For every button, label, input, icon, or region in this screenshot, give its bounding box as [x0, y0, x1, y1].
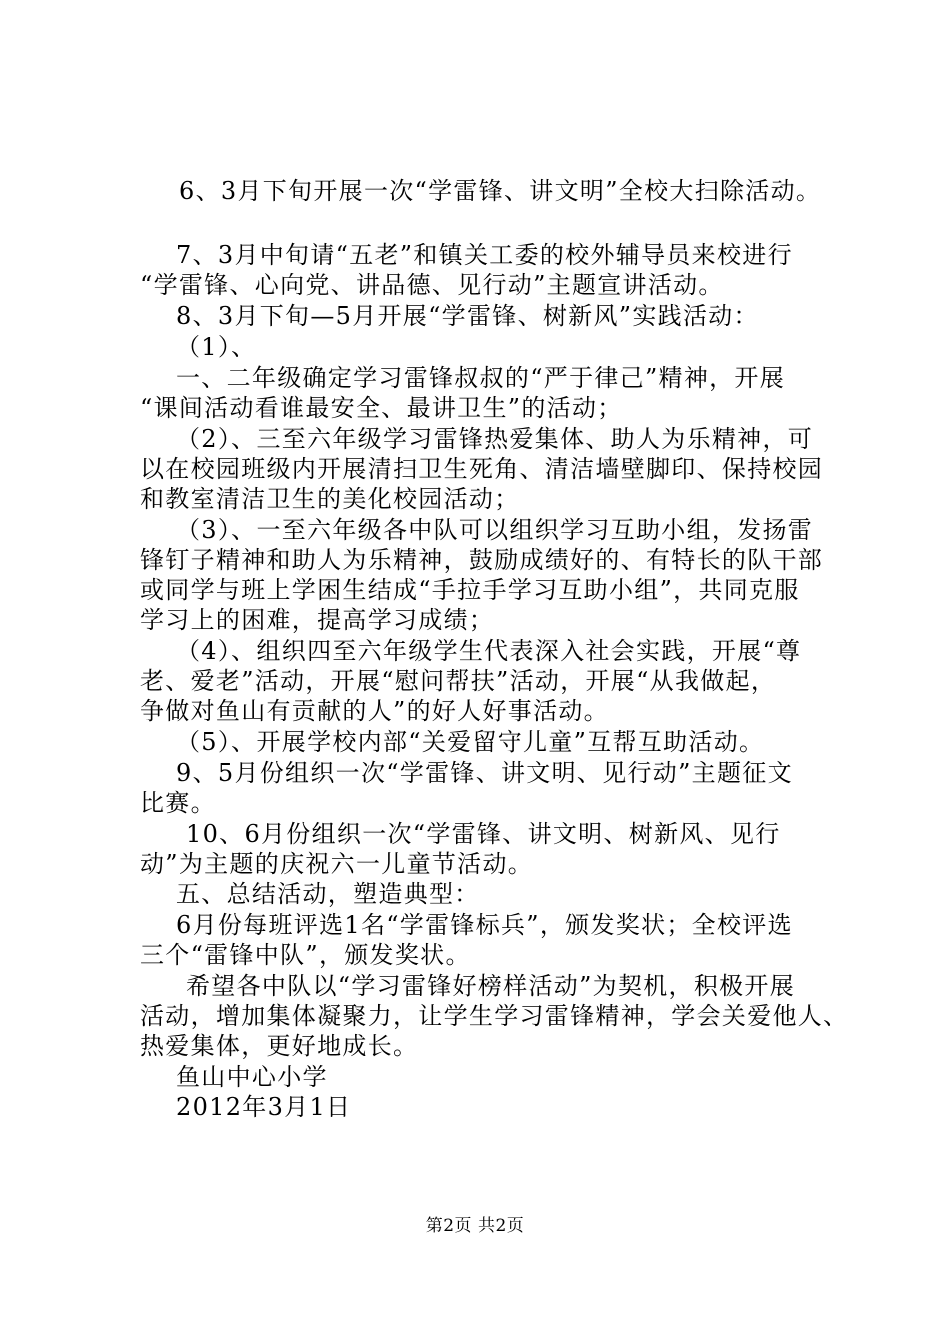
sub-2-line-1: （2）、三至六年级学习雷锋热爱集体、助人为乐精神，可 — [176, 425, 814, 453]
sub-3-line-4: 学习上的困难，提高学习成绩； — [140, 606, 495, 634]
closing-line-1: 希望各中队以“学习雷锋好榜样活动”为契机，积极开展 — [186, 972, 796, 1000]
award-line-2: 三个“雷锋中队”，颁发奖状。 — [140, 941, 471, 969]
sub-4-line-1: （4）、组织四至六年级学生代表深入社会实践，开展“尊 — [176, 637, 802, 665]
sub-3-line-1: （3）、一至六年级各中队可以组织学习互助小组，发扬雷 — [176, 516, 814, 544]
signature-date: 2012年3月1日 — [176, 1093, 352, 1121]
sub-4-line-3: 争做对鱼山有贡献的人”的好人好事活动。 — [140, 697, 609, 725]
sub-2-line-2: 以在校园班级内开展清扫卫生死角、清洁墙壁脚印、保持校园 — [140, 455, 824, 483]
signature-school: 鱼山中心小学 — [176, 1063, 328, 1091]
sub-2-line-3: 和教室清洁卫生的美化校园活动； — [140, 485, 520, 513]
item-9-line-1: 9、5月份组织一次“学雷锋、讲文明、见行动”主题征文 — [176, 759, 793, 787]
sub-3-line-3: 或同学与班上学困生结成“手拉手学习互助小组”，共同克服 — [140, 576, 800, 604]
item-7-line-2: “学雷锋、心向党、讲品德、见行动”主题宣讲活动。 — [140, 271, 724, 299]
item-8-line: 8、3月下旬—5月开展“学雷锋、树新风”实践活动： — [176, 302, 759, 330]
sub-3-line-2: 锋钉子精神和助人为乐精神，鼓励成绩好的、有特长的队干部 — [140, 546, 824, 574]
sub-1-line-1: 一、二年级确定学习雷锋叔叔的“严于律己”精神，开展 — [176, 364, 786, 392]
sub-4-line-2: 老、爱老”活动，开展“慰问帮扶”活动，开展“从我做起， — [140, 667, 777, 695]
page-number-footer: 第2页 共2页 — [425, 1216, 525, 1236]
sub-5-line: （5）、开展学校内部“关爱留守儿童”互帮互助活动。 — [176, 728, 765, 756]
sub-1-line-2: “课间活动看谁最安全、最讲卫生”的活动； — [140, 394, 623, 422]
award-line-1: 6月份每班评选1名“学雷锋标兵”，颁发奖状；全校评选 — [176, 911, 793, 939]
item-6-line: 6、3月下旬开展一次“学雷锋、讲文明”全校大扫除活动。 — [179, 177, 822, 205]
item-10-line-1: 10、6月份组织一次“学雷锋、讲文明、树新风、见行 — [186, 820, 781, 848]
closing-line-2: 活动，增加集体凝聚力，让学生学习雷锋精神，学会关爱他人、 — [140, 1002, 849, 1030]
sub-1-marker: （1）、 — [176, 333, 257, 361]
closing-line-3: 热爱集体，更好地成长。 — [140, 1032, 419, 1060]
item-9-line-2: 比赛。 — [140, 789, 216, 817]
section-5-heading: 五、总结活动，塑造典型： — [176, 880, 480, 908]
item-10-line-2: 动”为主题的庆祝六一儿童节活动。 — [140, 850, 534, 878]
item-7-line-1: 7、3月中旬请“五老”和镇关工委的校外辅导员来校进行 — [176, 241, 793, 269]
